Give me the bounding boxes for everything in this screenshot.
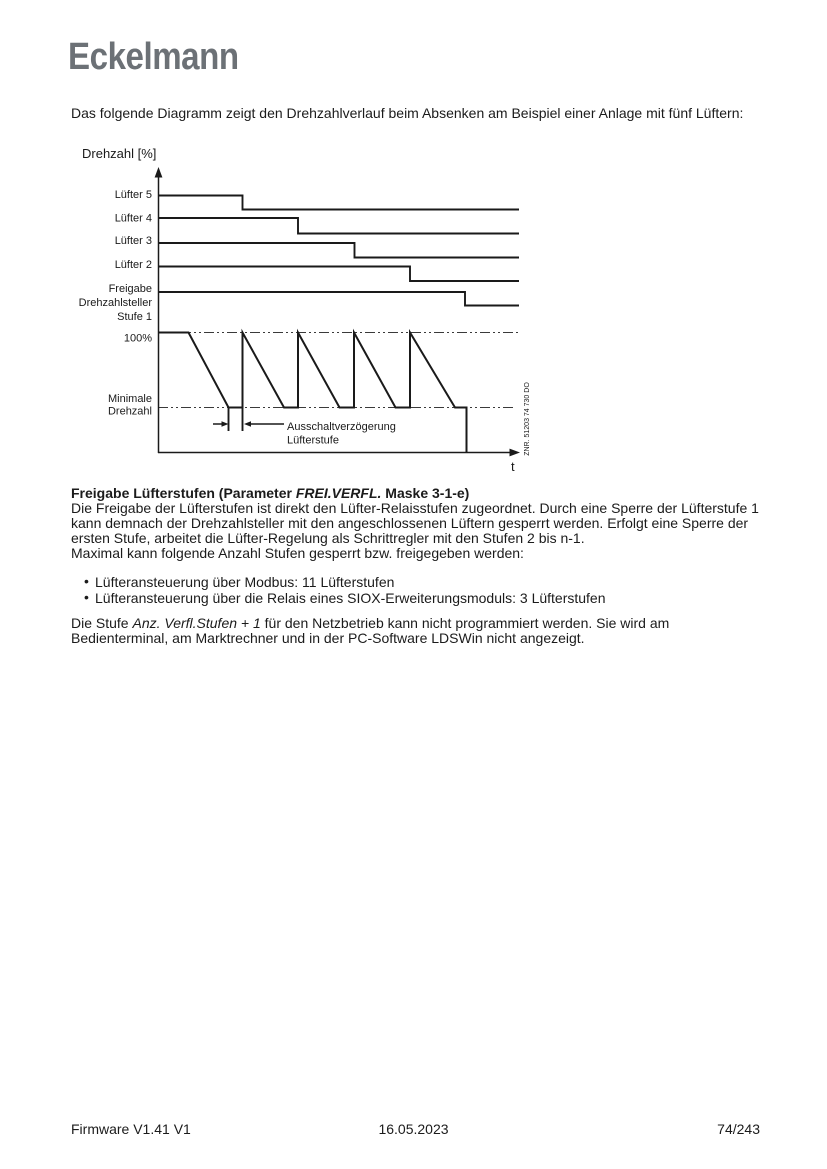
footer-date: 16.05.2023 xyxy=(378,1121,449,1137)
note-prefix: Die Stufe xyxy=(71,615,133,631)
label-ausschaltverzoegerung: Ausschaltverzögerung xyxy=(287,421,396,433)
x-axis-arrow-icon xyxy=(510,449,521,457)
label-drehzahlsteller: Drehzahlsteller xyxy=(78,297,152,309)
note-paragraph xyxy=(71,616,787,646)
label-luefter-3: Lüfter 3 xyxy=(114,235,152,247)
label-100-percent: 100% xyxy=(123,332,152,345)
body-line: ersten Stufe, arbeitet die Lüfter-Regelung als Schrittregler mit den Stufen 2 bis n-1. xyxy=(71,530,585,546)
body-line: Maximal kann folgende Anzahl Stufen gesperrt bzw. freigegeben werden: xyxy=(71,545,524,561)
fan-speed-timing-diagram xyxy=(60,138,540,478)
diagram-y-axis-title: Drehzahl [%] xyxy=(82,146,157,161)
label-minimale: Minimale xyxy=(107,393,152,405)
signal-luefter-2 xyxy=(158,267,519,282)
footer-page-number: 74/243 xyxy=(717,1121,760,1137)
y-axis-arrow-icon xyxy=(155,167,163,178)
section-heading xyxy=(71,486,787,501)
signal-freigabe-drehzahlsteller xyxy=(158,292,519,306)
label-freigabe: Freigabe xyxy=(108,283,152,295)
body-text-section xyxy=(71,486,787,646)
eckelmann-logo: Eckelmann xyxy=(68,36,239,78)
label-luefterstufe: Lüfterstufe xyxy=(287,434,339,447)
label-luefter-5: Lüfter 5 xyxy=(114,189,152,201)
list-item xyxy=(71,575,787,591)
note-line: Bedienterminal, am Marktrechner und in der PC-Software LDSWin nicht angezeigt. xyxy=(71,630,585,646)
signal-luefter-3 xyxy=(158,243,519,258)
label-luefter-4: Lüfter 4 xyxy=(114,212,152,225)
note-parameter: Anz. Verfl.Stufen + 1 xyxy=(132,615,261,631)
bullet-icon: • xyxy=(84,573,89,589)
bullet-icon: • xyxy=(84,588,89,605)
footer-firmware-version: Firmware V1.41 V1 xyxy=(71,1121,191,1137)
note-line xyxy=(71,616,787,631)
signal-luefter-4 xyxy=(158,218,519,234)
label-luefter-2: Lüfter 2 xyxy=(114,259,152,271)
list-item xyxy=(71,588,787,607)
body-line: kann demnach der Drehzahlsteller mit den angeschlossenen Lüftern gesperrt werden. Erfolgt eine Sperre der xyxy=(71,515,749,531)
heading-suffix: Maske 3-1-e) xyxy=(381,485,470,501)
bullet-list xyxy=(71,575,787,606)
bullet-text: Lüfteransteuerung über Modbus: 11 Lüfterstufen xyxy=(95,574,395,590)
note-rest: für den Netzbetrieb kann nicht programmiert werden. Sie wird am xyxy=(260,615,670,631)
signal-luefter-5 xyxy=(158,196,519,210)
drawing-number: ZNR. 51203 74 730 DO xyxy=(524,382,531,456)
heading-parameter: FREI.VERFL. xyxy=(295,485,382,501)
dim-arrowhead-right-icon xyxy=(222,421,229,427)
intro-paragraph: Das folgende Diagramm zeigt den Drehzahlverlauf beim Absenken am Beispiel einer Anlage mit fünf Lüftern: xyxy=(71,105,744,121)
body-line: Die Freigabe der Lüfterstufen ist direkt den Lüfter-Relaisstufen zugeordnet. Durch eine Sperre der Lüfterstufe 1 xyxy=(71,500,759,516)
dim-arrowhead-left-icon xyxy=(244,421,251,427)
label-stufe-1: Stufe 1 xyxy=(117,311,152,323)
bullet-text: Lüfteransteuerung über die Relais eines SIOX-Erweiterungsmoduls: 3 Lüfterstufen xyxy=(95,589,606,606)
label-drehzahl: Drehzahl xyxy=(107,405,152,418)
heading-prefix: Freigabe Lüfterstufen (Parameter xyxy=(71,485,296,501)
label-time-axis: t xyxy=(511,459,515,474)
